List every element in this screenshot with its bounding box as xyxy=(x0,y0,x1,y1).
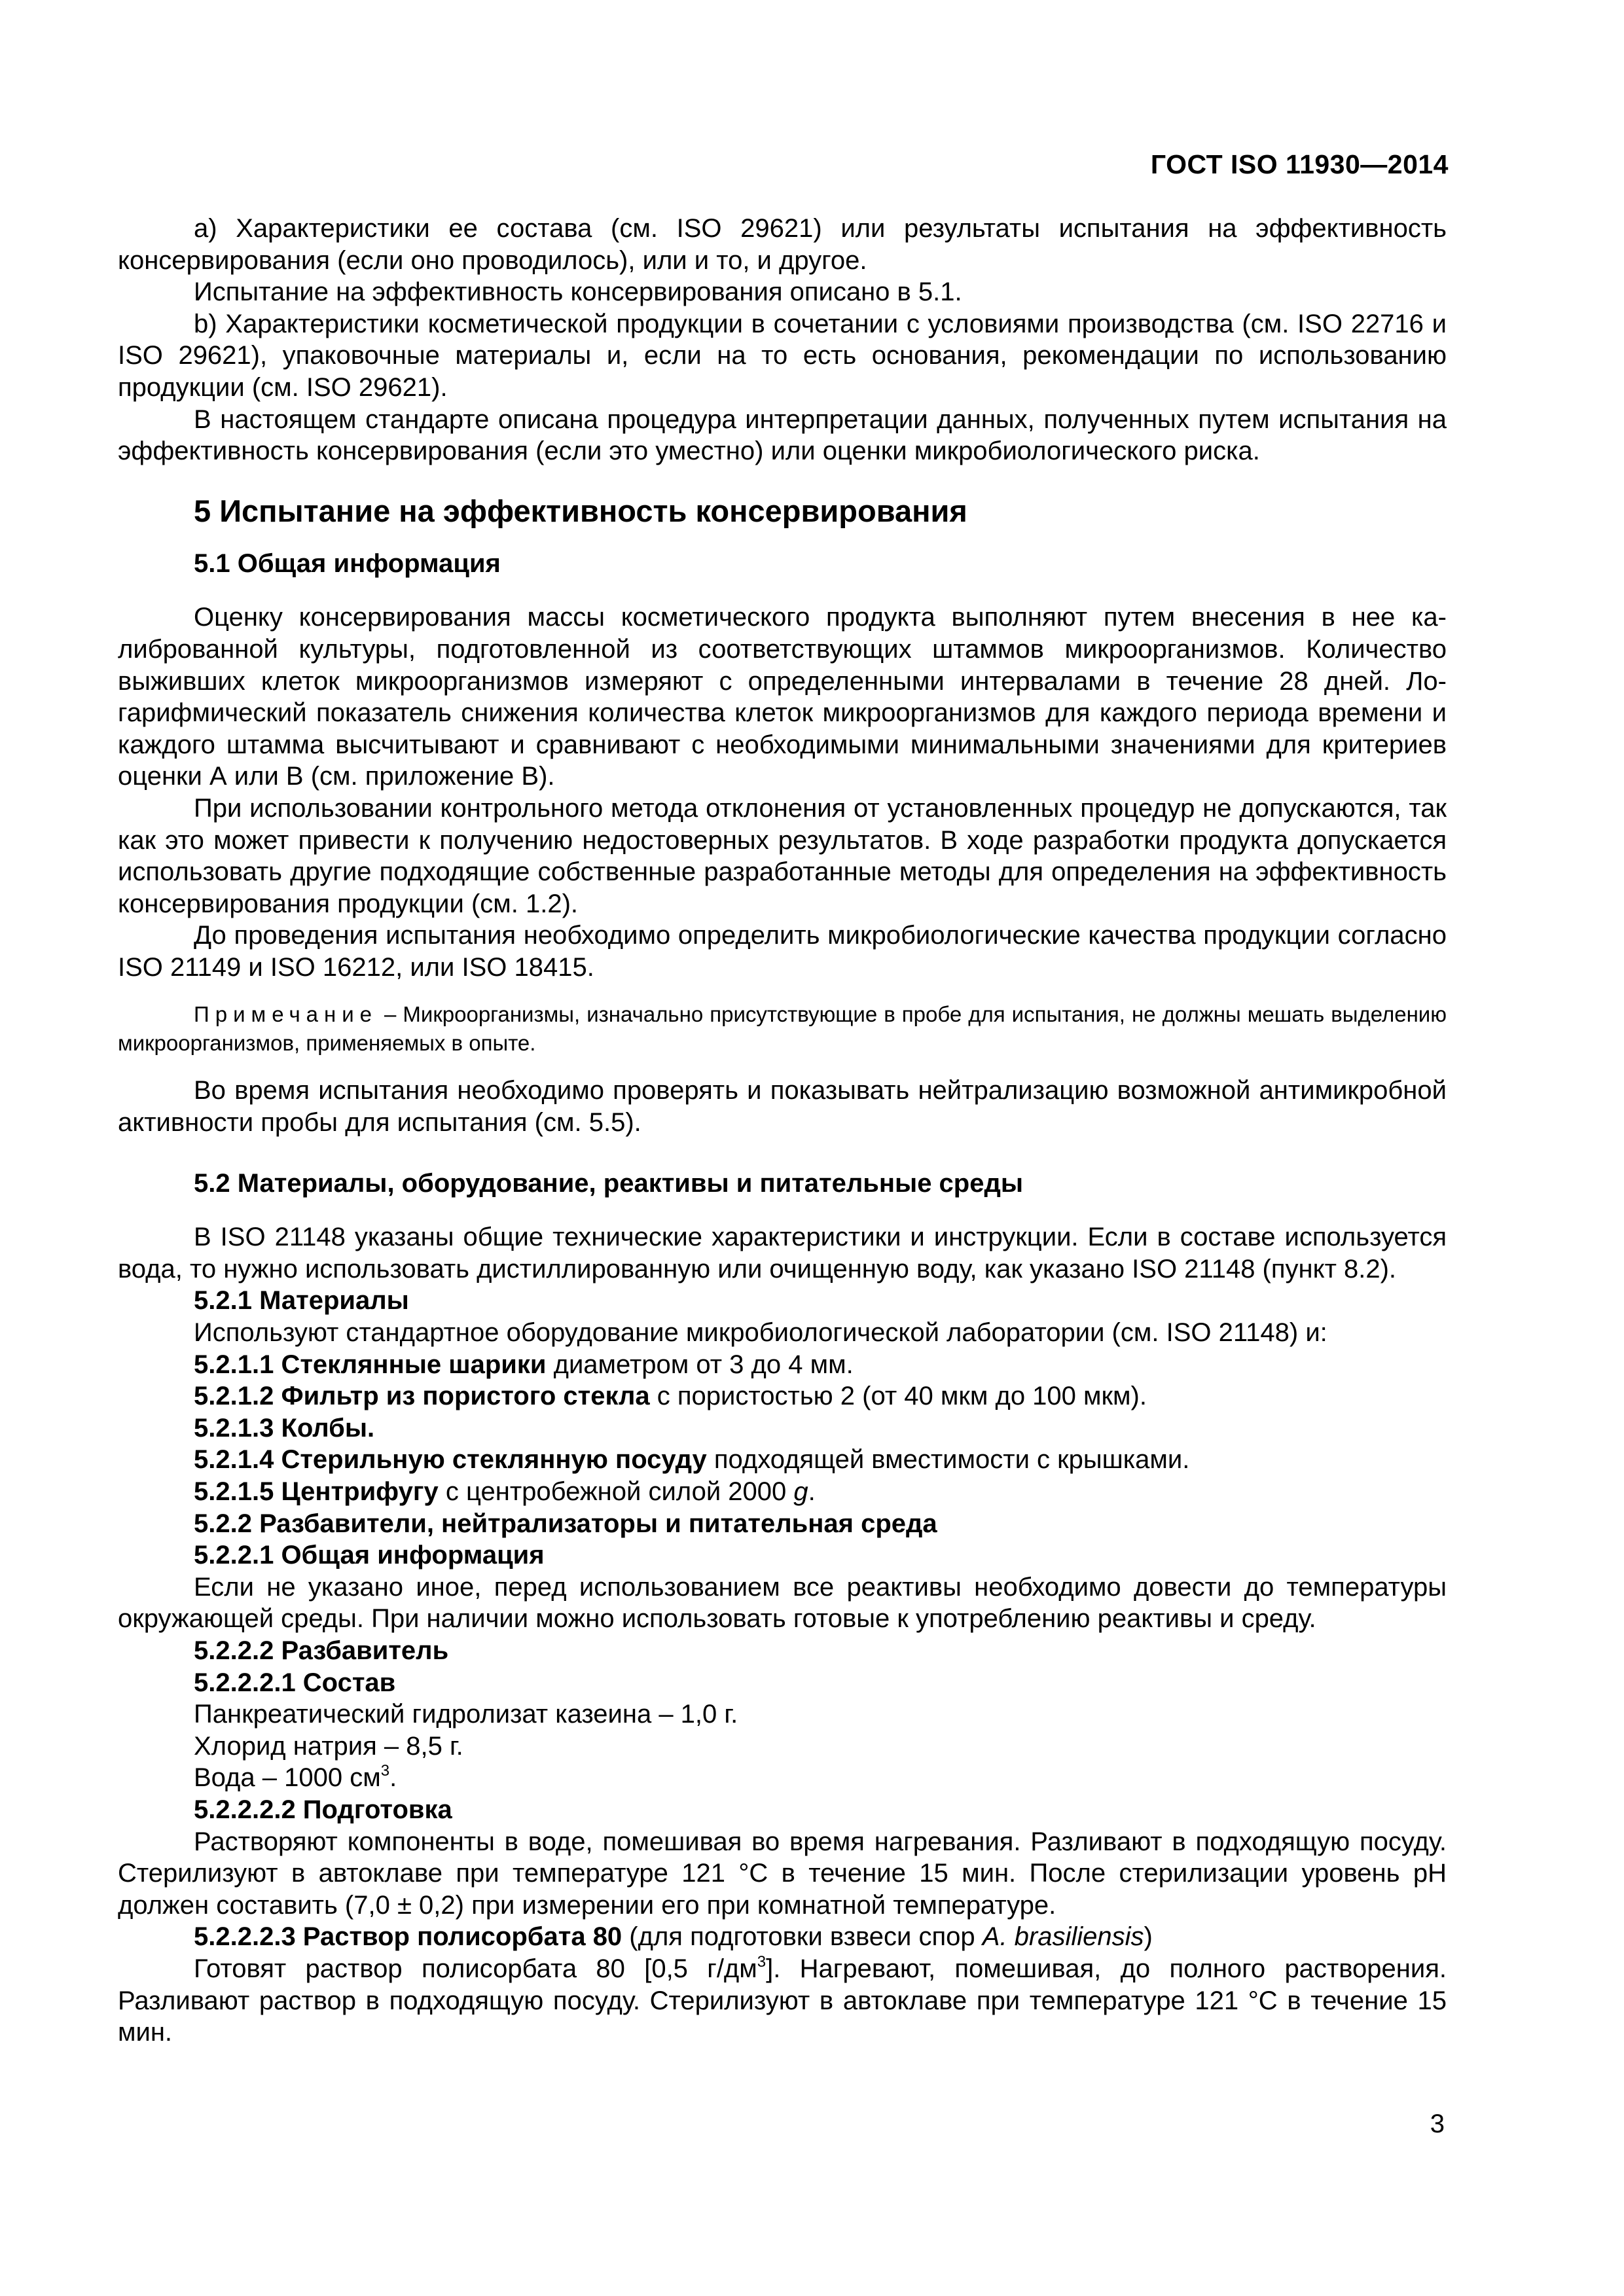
item-5-2-1-2 xyxy=(118,1380,1447,1412)
section-5-2-2-1-heading: 5.2.2.1 Общая информация xyxy=(194,1541,545,1570)
page-number: 3 xyxy=(1430,2109,1445,2138)
composition-sodium-chloride: Хлорид натрия – 8,5 г. xyxy=(194,1731,463,1761)
intro-paragraph-b: b) Характеристики косметической продукции в сочетании с условиями производства (см. ISO 22716 и ISO 29621), упаковочные материалы и, если на то есть основания, рекомендации по использованию продукции (см. ISO 29621). xyxy=(118,309,1447,402)
superscript: 3 xyxy=(380,1762,390,1780)
composition-water xyxy=(118,1762,1447,1794)
section-5-2-2-1-text: Если не указано иное, перед использованием все реактивы необходимо довести до температуры окружающей среды. При наличии можно использовать готовые к употреблению реактивы и среду. xyxy=(118,1572,1447,1634)
g-unit: g xyxy=(793,1477,808,1506)
section-5-2-heading: 5.2 Материалы, оборудование, реактивы и питательные среды xyxy=(194,1168,1024,1198)
species-name: A. brasiliensis xyxy=(982,1922,1144,1952)
item-5-2-1-5 xyxy=(118,1476,1447,1508)
section-5-2-1-heading: 5.2.1 Материалы xyxy=(194,1286,409,1316)
text-part-a: Готовят раствор полисорбата 80 [0,5 г/дм xyxy=(194,1954,757,1983)
item-text: с пористостью 2 (от 40 мкм до 100 мкм). xyxy=(649,1382,1147,1411)
section-5-2-paragraph-1: В ISO 21148 указаны общие технические характеристики и инструкции. Если в составе используется вода, то нужно использовать дистиллированную или очищенную воду, как указано ISO 21148 (пункт 8.2). xyxy=(118,1223,1447,1283)
item-label: 5.2.1.1 Стеклянные шарики xyxy=(194,1350,547,1379)
intro-paragraph-a: a) Характеристики ее состава (см. ISO 29621) или результаты испытания на эффективность консервирования (если оно проводилось), или и то, и другое. xyxy=(118,214,1447,275)
section-5-2-2-2-3-heading: 5.2.2.2.3 Раствор полисорбата 80 xyxy=(194,1922,623,1952)
superscript: 3 xyxy=(757,1952,767,1971)
paren-close: ) xyxy=(1144,1922,1153,1952)
section-5-1-paragraph-2: При использовании контрольного метода отклонения от установленных процедур не допускаются, так как это может привести к получению недостоверных результатов. В ходе разработки продукта допускается использовать другие подходящие собственные разработанные методы для определения на эффективность консервирования продукции (см. 1.2). xyxy=(118,793,1447,918)
page-body xyxy=(118,213,1447,2049)
item-text: с центробежной силой 2000 xyxy=(438,1477,794,1506)
section-5-2-2-2-2-text: Растворяют компоненты в воде, помешивая во время нагревания. Разливают в подходящую посуду. Стерилизуют в автоклаве при температуре 121 °С в течение 15 мин. После стерилизации уровень pH должен составить (7,0 ± 0,2) при измерении его при комнатной температуре. xyxy=(118,1827,1447,1920)
composition-casein: Панкреатический гидролизат казеина – 1,0 г. xyxy=(194,1700,738,1729)
item-text: подходящей вместимости с крышками. xyxy=(706,1445,1190,1475)
item-5-2-1-4 xyxy=(118,1444,1447,1476)
period: . xyxy=(808,1477,816,1506)
section-5-2-2-2-3-heading-line xyxy=(118,1921,1447,1953)
item-label: 5.2.1.2 Фильтр из пористого стекла xyxy=(194,1382,650,1411)
section-5-2-2-2-2-heading: 5.2.2.2.2 Подготовка xyxy=(194,1795,452,1824)
section-5-1-paragraph-1: Оценку консервирования массы косметического продукта выполняют путем внесения в нее калиброванной культуры, подготовленной из соответствующих штаммов микроорганизмов. Количество выживших клеток микроорганизмов измеряют с определенными интервалами в течение 28 дней. Логарифмический показатель снижения количества клеток микроорганизмов для каждого периода времени и каждого штамма высчитывают и сравнивают с необходимыми минимальными значениями для критериев оценки А или В (см. приложение В). xyxy=(118,603,1447,791)
section-5-2-2-2-heading: 5.2.2.2 Разбавитель xyxy=(194,1636,449,1665)
note-text: – Микроорганизмы, изначально присутствующие в пробе для испытания, не должны мешать выделению микроорганизмов, применяемых в опыте. xyxy=(118,1002,1447,1056)
section-5-2-2-2-3-text xyxy=(118,1953,1447,2049)
item-5-2-1-3 xyxy=(118,1412,1447,1444)
section-5-1-paragraph-3: До проведения испытания необходимо определить микробиологические качества продукции согласно ISO 21149 и ISO 16212, или ISO 18415. xyxy=(118,921,1447,982)
standard-code-header: ГОСТ ISO 11930—2014 xyxy=(1150,149,1449,179)
item-label: 5.2.1.3 Колбы. xyxy=(194,1413,375,1443)
intro-paragraph-test: Испытание на эффективность консервирования описано в 5.1. xyxy=(194,278,962,307)
section-5-heading: 5 Испытание на эффективность консервирования xyxy=(194,493,967,528)
note xyxy=(118,1000,1447,1058)
section-5-2-1-text: Используют стандартное оборудование микробиологической лаборатории (см. ISO 21148) и: xyxy=(194,1318,1327,1348)
text-part-b: ]. Нагревают, помешивая, до полного растворения. Разливают раствор в подходящую посуду. Стерилизуют в автоклаве при температуре 121 °С в течение 15 мин. xyxy=(118,1954,1447,2047)
period: . xyxy=(389,1763,397,1793)
section-5-1-heading: 5.1 Общая информация xyxy=(194,548,501,578)
section-5-2-2-heading: 5.2.2 Разбавители, нейтрализаторы и питательная среда xyxy=(194,1509,937,1538)
intro-paragraph-scope: В настоящем стандарте описана процедура интерпретации данных, полученных путем испытания на эффективность консервирования (если это уместно) или оценки микробиологического риска. xyxy=(118,404,1447,466)
item-label: 5.2.1.4 Стерильную стеклянную посуду xyxy=(194,1445,707,1475)
item-5-2-1-1 xyxy=(118,1349,1447,1381)
section-5-1-paragraph-4: Во время испытания необходимо проверять и показывать нейтрализацию возможной антимикробной активности пробы для испытания (см. 5.5). xyxy=(118,1076,1447,1138)
item-label: 5.2.1.5 Центрифугу xyxy=(194,1477,439,1506)
item-text: диаметром от 3 до 4 мм. xyxy=(546,1350,854,1379)
water-text: Вода – 1000 см xyxy=(194,1763,381,1793)
section-5-2-2-2-1-heading: 5.2.2.2.1 Состав xyxy=(194,1668,396,1697)
note-label: Примечание xyxy=(194,1002,378,1027)
heading-note: (для подготовки взвеси спор xyxy=(622,1922,983,1952)
